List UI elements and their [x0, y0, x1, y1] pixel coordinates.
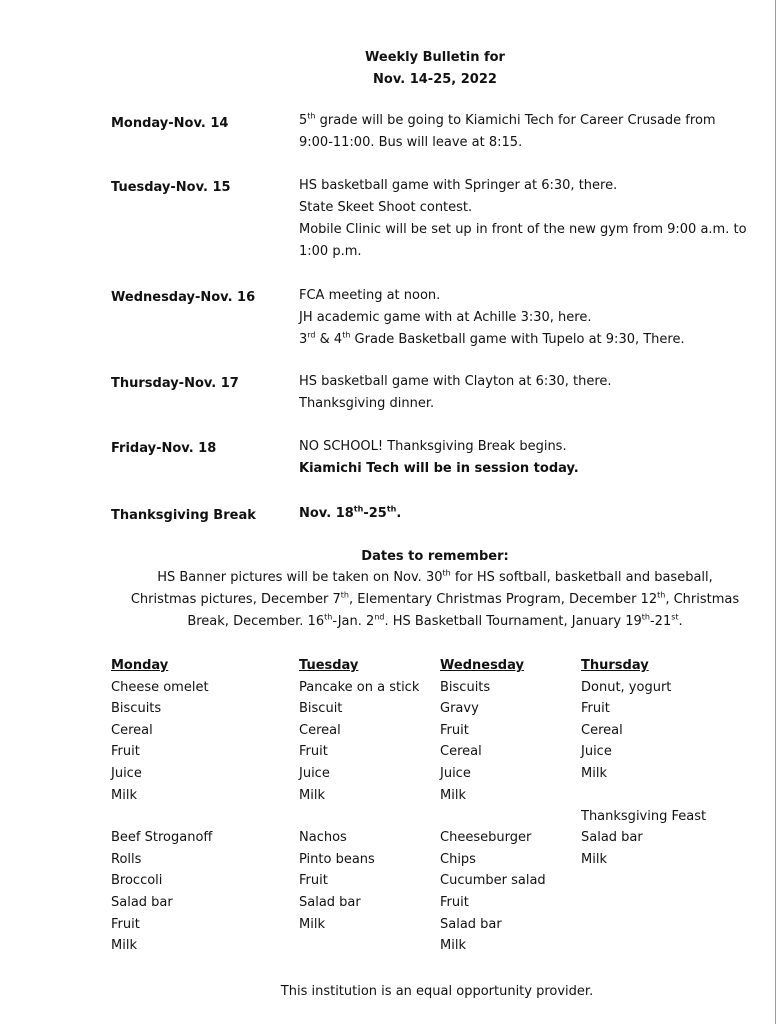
- lunch-item: Salad bar: [299, 894, 361, 910]
- breakfast-item: Biscuit: [299, 701, 343, 717]
- text-line: [299, 285, 685, 307]
- text-span: HS Banner pictures will be taken on Nov. 30: [157, 570, 443, 585]
- text-span: JH academic game with at Achille 3:30, here.: [299, 310, 592, 325]
- menu-column-tuesday: [299, 655, 419, 935]
- text-span: Break, December. 16: [187, 614, 325, 629]
- breakfast-item: Pancake on a stick: [299, 679, 420, 695]
- breakfast-item: Milk: [299, 787, 325, 803]
- schedule-note: [299, 371, 612, 415]
- breakfast-item: Cereal: [111, 722, 153, 738]
- lunch-item: Thanksgiving Feast: [581, 808, 707, 824]
- ordinal-suffix: th: [324, 612, 333, 622]
- text-span: FCA meeting at noon.: [299, 288, 441, 303]
- ordinal-suffix: th: [657, 590, 666, 600]
- ordinal-suffix: th: [307, 111, 316, 121]
- lunch-item: Milk: [581, 851, 607, 867]
- text-span: -Jan. 2: [332, 614, 375, 629]
- lunch-item: Beef Stroganoff: [111, 830, 213, 846]
- meal-gap: [299, 806, 419, 827]
- menu-column-wednesday: [440, 655, 546, 957]
- text-span: Nov. 18: [299, 506, 354, 521]
- breakfast-item: Juice: [111, 765, 142, 781]
- dates-to-remember: [0, 567, 782, 633]
- text-line: [299, 393, 612, 415]
- breakfast-item: Cereal: [299, 722, 341, 738]
- breakfast-item: Fruit: [440, 722, 469, 738]
- lunch-item: Fruit: [299, 873, 328, 889]
- breakfast-item: Juice: [299, 765, 330, 781]
- text-line: [0, 567, 782, 589]
- menu-day-heading: Thursday: [581, 658, 649, 673]
- lunch-item: Salad bar: [581, 830, 643, 846]
- menu-day-heading: Wednesday: [440, 658, 524, 673]
- text-span: -25: [363, 506, 387, 521]
- ordinal-suffix: th: [340, 590, 349, 600]
- text-line: [299, 371, 612, 393]
- dates-heading-text: Dates to remember:: [361, 549, 509, 564]
- ordinal-suffix: st: [671, 612, 679, 622]
- breakfast-item: Fruit: [581, 701, 610, 717]
- ordinal-suffix: rd: [307, 330, 316, 340]
- text-span: 1:00 p.m.: [299, 244, 362, 259]
- meal-gap: [440, 806, 546, 827]
- bulletin-title: Weekly Bulletin for: [365, 50, 505, 65]
- ordinal-suffix: th: [342, 330, 351, 340]
- lunch-item: Chips: [440, 851, 476, 867]
- lunch-item: Salad bar: [111, 894, 173, 910]
- text-span: .: [396, 506, 402, 521]
- breakfast-item: Biscuits: [440, 679, 491, 695]
- text-span: HS basketball game with Clayton at 6:30, there.: [299, 374, 612, 389]
- lunch-item: Salad bar: [440, 916, 502, 932]
- lunch-item: Cheeseburger: [440, 830, 532, 846]
- text-line: [299, 503, 401, 525]
- text-span: for HS softball, basketball and baseball,: [450, 570, 713, 585]
- text-span: 9:00-11:00. Bus will leave at 8:15.: [299, 135, 523, 150]
- text-line: [299, 241, 747, 263]
- lunch-item: Milk: [111, 938, 137, 954]
- breakfast-item: Juice: [581, 744, 612, 760]
- text-line: [299, 329, 685, 351]
- breakfast-item: Biscuits: [111, 701, 162, 717]
- breakfast-item: Gravy: [440, 701, 479, 717]
- text-line: [0, 611, 782, 633]
- schedule-day-label: Tuesday-Nov. 15: [111, 180, 231, 195]
- breakfast-item: Cheese omelet: [111, 679, 209, 695]
- breakfast-item: Milk: [581, 765, 607, 781]
- menu-day-heading: Tuesday: [299, 658, 359, 673]
- text-span: , Elementary Christmas Program, December 12: [349, 592, 658, 607]
- schedule-day-label: Wednesday-Nov. 16: [111, 290, 256, 305]
- breakfast-item: Cereal: [440, 744, 482, 760]
- text-span: Mobile Clinic will be set up in front of the new gym from 9:00 a.m. to: [299, 222, 747, 237]
- schedule-note: [299, 436, 579, 480]
- schedule-note: [299, 110, 716, 154]
- schedule-day-label: Monday-Nov. 14: [111, 116, 229, 131]
- meal-gap: [111, 806, 212, 827]
- breakfast-item: Fruit: [299, 744, 328, 760]
- text-line: [299, 436, 579, 458]
- text-line: [299, 175, 747, 197]
- ordinal-suffix: nd: [374, 612, 385, 622]
- text-line: [299, 110, 716, 132]
- breakfast-item: Milk: [111, 787, 137, 803]
- text-span: . HS Basketball Tournament, January 19: [384, 614, 642, 629]
- text-span: Christmas pictures, December 7: [130, 592, 341, 607]
- text-line: [299, 458, 579, 480]
- lunch-item: Broccoli: [111, 873, 163, 889]
- lunch-item: Pinto beans: [299, 851, 375, 867]
- ordinal-suffix: th: [353, 504, 364, 514]
- ordinal-suffix: th: [442, 568, 451, 578]
- text-span: .: [678, 614, 683, 629]
- text-line: [0, 589, 782, 611]
- schedule-day-label: Friday-Nov. 18: [111, 441, 217, 456]
- text-span: , Christmas: [665, 592, 740, 607]
- menu-day-heading: Monday: [111, 658, 169, 673]
- text-line: [299, 132, 716, 154]
- footer-statement: This institution is an equal opportunity provider.: [280, 984, 594, 999]
- text-line: [299, 197, 747, 219]
- bulletin-date-range: Nov. 14-25, 2022: [373, 72, 497, 87]
- text-span: Grade Basketball game with Tupelo at 9:30, There.: [350, 332, 685, 347]
- text-line: [299, 307, 685, 329]
- schedule-day-label: Thanksgiving Break: [111, 508, 256, 523]
- text-span: 3: [299, 332, 308, 347]
- breakfast-item: Milk: [440, 787, 466, 803]
- text-span: grade will be going to Kiamichi Tech for Career Crusade from: [315, 113, 716, 128]
- text-span: & 4: [315, 332, 343, 347]
- lunch-item: Cucumber salad: [440, 873, 546, 889]
- text-span: Thanksgiving dinner.: [299, 396, 435, 411]
- text-span: 5: [299, 113, 308, 128]
- schedule-day-label: Thursday-Nov. 17: [111, 376, 239, 391]
- text-span: State Skeet Shoot contest.: [299, 200, 473, 215]
- dates-heading: [0, 546, 782, 568]
- schedule-note: [299, 175, 747, 263]
- lunch-item: Milk: [299, 916, 325, 932]
- ordinal-suffix: th: [386, 504, 397, 514]
- page-edge-line: [775, 0, 776, 1024]
- lunch-item: Rolls: [111, 851, 142, 867]
- text-span: NO SCHOOL! Thanksgiving Break begins.: [299, 439, 567, 454]
- schedule-note: [299, 503, 401, 525]
- lunch-item: Fruit: [440, 894, 469, 910]
- breakfast-item: Juice: [440, 765, 471, 781]
- menu-column-monday: [111, 655, 212, 957]
- breakfast-item: Cereal: [581, 722, 623, 738]
- lunch-item: Fruit: [111, 916, 140, 932]
- text-span: HS basketball game with Springer at 6:30, there.: [299, 178, 618, 193]
- schedule-note: [299, 285, 685, 351]
- text-span: -21: [649, 614, 672, 629]
- breakfast-item: Fruit: [111, 744, 140, 760]
- text-line: [299, 219, 747, 241]
- menu-column-thursday: [581, 655, 706, 870]
- ordinal-suffix: th: [641, 612, 650, 622]
- lunch-item: Nachos: [299, 830, 347, 846]
- meal-gap: [581, 785, 706, 806]
- breakfast-item: Donut, yogurt: [581, 679, 672, 695]
- lunch-item: Milk: [440, 938, 466, 954]
- text-span: Kiamichi Tech will be in session today.: [299, 461, 579, 476]
